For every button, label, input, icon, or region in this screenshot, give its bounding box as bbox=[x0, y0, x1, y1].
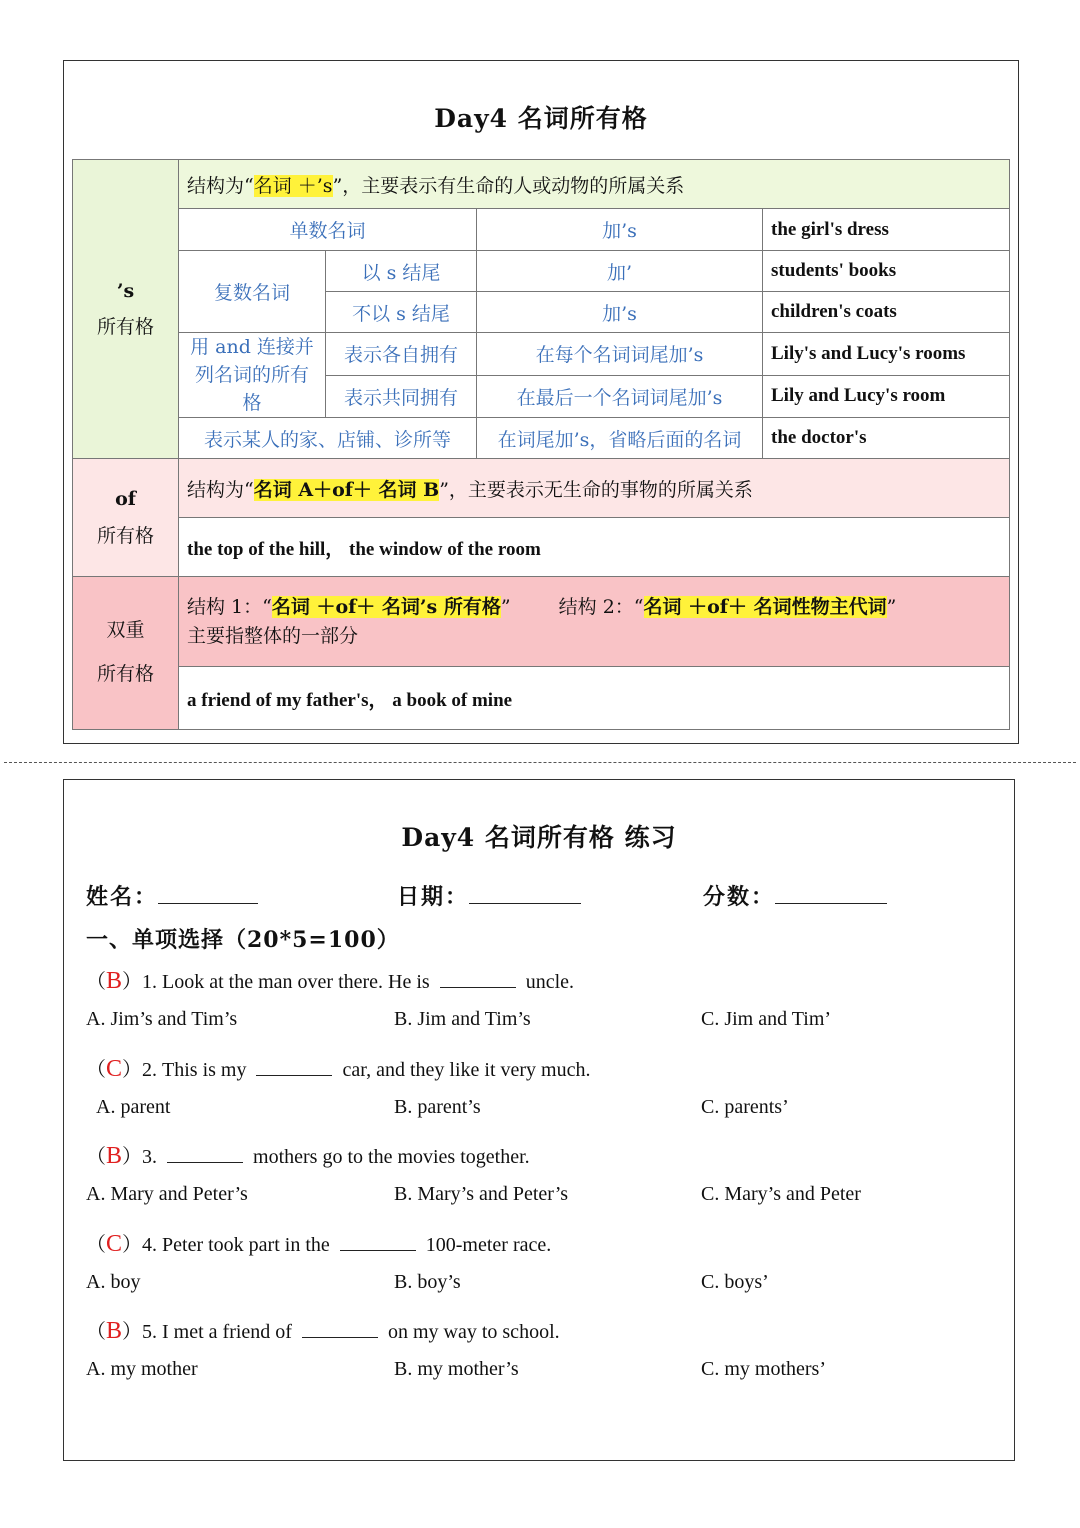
question-text-end: uncle. bbox=[525, 971, 575, 993]
row-rule: 加’s bbox=[477, 292, 763, 333]
row-example: children's coats bbox=[763, 292, 1010, 333]
table-row bbox=[73, 333, 1010, 376]
answer-blank[interactable] bbox=[340, 1234, 416, 1251]
row-sublabel: 以 s 结尾 bbox=[326, 251, 477, 292]
double-example: a friend of my father's， a book of mine bbox=[179, 667, 1010, 730]
question-text-end: on my way to school. bbox=[387, 1321, 560, 1343]
row-rule: 加’ bbox=[477, 251, 763, 292]
option-b[interactable]: B. Mary’s and Peter’s bbox=[394, 1183, 569, 1205]
option-b[interactable]: B. my mother’s bbox=[394, 1358, 519, 1380]
table-row bbox=[73, 418, 1010, 459]
option-a[interactable]: A. my mother bbox=[86, 1358, 198, 1380]
name-blank[interactable] bbox=[158, 885, 258, 904]
table-row bbox=[73, 209, 1010, 251]
highlight: 名词 ＋of＋ 名词’s 所有格 bbox=[271, 595, 501, 618]
sheet-title: Day4 名词所有格 练习 bbox=[401, 823, 677, 852]
table-row bbox=[73, 251, 1010, 292]
question-text-end: 100-meter race. bbox=[425, 1234, 552, 1256]
highlight: 名词 A＋of＋ 名词 B bbox=[253, 478, 440, 501]
answer-mark: B bbox=[106, 1318, 123, 1344]
date-field: 日期： bbox=[397, 880, 581, 911]
option-a[interactable]: A. Jim’s and Tim’s bbox=[86, 1008, 238, 1030]
table-row bbox=[73, 518, 1010, 577]
answer-blank[interactable] bbox=[256, 1059, 332, 1076]
question-text: 3. bbox=[142, 1146, 158, 1168]
option-a[interactable]: A. Mary and Peter’s bbox=[86, 1183, 248, 1205]
row-rule: 加’s bbox=[477, 209, 763, 251]
option-c[interactable]: C. boys’ bbox=[701, 1271, 769, 1293]
row-label: 单数名词 bbox=[179, 209, 477, 251]
option-b[interactable]: B. boy’s bbox=[394, 1271, 461, 1293]
row-sublabel: 不以 s 结尾 bbox=[326, 292, 477, 333]
answer-mark: B bbox=[106, 968, 123, 994]
row-label: 用 and 连接并列名词的所有格 bbox=[179, 333, 326, 418]
row-sublabel: 表示共同拥有 bbox=[326, 375, 477, 418]
sheet-title: Day4 名词所有格 bbox=[434, 104, 648, 133]
double-structure: 结构 1：“名词 ＋of＋ 名词’s 所有格” 结构 2：“名词 ＋of＋ 名词性物主代词” 主要指整体的一部分 bbox=[179, 577, 1010, 667]
answer-mark: B bbox=[106, 1143, 123, 1169]
answer-blank[interactable] bbox=[440, 971, 516, 988]
option-c[interactable]: C. Mary’s and Peter bbox=[701, 1183, 861, 1205]
dashed-divider bbox=[4, 762, 1076, 763]
row-example: Lily and Lucy's room bbox=[763, 375, 1010, 418]
question-3: （B）3. mothers go to the movies together. bbox=[86, 1143, 530, 1169]
row-rule: 在每个名词词尾加’s bbox=[477, 333, 763, 376]
option-a[interactable]: A. parent bbox=[96, 1096, 171, 1118]
answer-mark: C bbox=[106, 1056, 123, 1082]
option-b[interactable]: B. Jim and Tim’s bbox=[394, 1008, 531, 1030]
highlight: 名词 ＋’s bbox=[253, 174, 333, 197]
name-field: 姓名： bbox=[86, 880, 258, 911]
option-a[interactable]: A. boy bbox=[86, 1271, 141, 1293]
option-c[interactable]: C. Jim and Tim’ bbox=[701, 1008, 832, 1030]
row-example: students' books bbox=[763, 251, 1010, 292]
row-rule: 在最后一个名词词尾加’s bbox=[477, 375, 763, 418]
answer-blank[interactable] bbox=[167, 1146, 243, 1163]
table-row bbox=[73, 577, 1010, 667]
date-blank[interactable] bbox=[469, 885, 581, 904]
highlight: 名词 ＋of＋ 名词性物主代词 bbox=[643, 595, 887, 618]
question-text: 4. Peter took part in the bbox=[142, 1234, 330, 1256]
double-note: 主要指整体的一部分 bbox=[187, 624, 359, 647]
row-example: the doctor's bbox=[763, 418, 1010, 459]
question-5: （B）5. I met a friend of on my way to school. bbox=[86, 1318, 560, 1344]
question-text: 5. I met a friend of bbox=[142, 1321, 292, 1343]
question-text: 2. This is my bbox=[142, 1059, 247, 1081]
grammar-sheet bbox=[63, 60, 1019, 744]
question-text-end: mothers go to the movies together. bbox=[253, 1146, 530, 1168]
of-example: the top of the hill， the window of the room bbox=[179, 518, 1010, 577]
of-structure: 结构为“名词 A＋of＋ 名词 B”，主要表示无生命的事物的所属关系 bbox=[179, 459, 1010, 518]
s-structure: 结构为“名词 ＋’s”，主要表示有生命的人或动物的所属关系 bbox=[179, 160, 1010, 209]
section-heading: 一、单项选择（20*5=100） bbox=[86, 927, 400, 953]
row-example: the girl's dress bbox=[763, 209, 1010, 251]
answer-mark: C bbox=[106, 1231, 123, 1257]
row-label: 复数名词 bbox=[179, 251, 326, 333]
table-row bbox=[73, 667, 1010, 730]
question-1: （B）1. Look at the man over there. He is uncle. bbox=[86, 968, 575, 994]
possessive-table bbox=[72, 159, 1010, 730]
row-label: 表示某人的家、店铺、诊所等 bbox=[179, 418, 477, 459]
table-row bbox=[73, 459, 1010, 518]
answer-blank[interactable] bbox=[302, 1321, 378, 1338]
option-b[interactable]: B. parent’s bbox=[394, 1096, 481, 1118]
option-c[interactable]: C. parents’ bbox=[701, 1096, 789, 1118]
score-blank[interactable] bbox=[775, 885, 887, 904]
category-double-possessive: 双重 所有格 bbox=[73, 577, 179, 730]
question-text: 1. Look at the man over there. He is bbox=[142, 971, 430, 993]
score-field: 分数： bbox=[703, 880, 887, 911]
row-sublabel: 表示各自拥有 bbox=[326, 333, 477, 376]
question-4: （C）4. Peter took part in the 100-meter race. bbox=[86, 1231, 552, 1257]
row-rule: 在词尾加’s，省略后面的名词 bbox=[477, 418, 763, 459]
category-s-possessive: ’s 所有格 bbox=[73, 160, 179, 459]
exercise-sheet bbox=[63, 779, 1015, 1461]
table-row bbox=[73, 160, 1010, 209]
row-example: Lily's and Lucy's rooms bbox=[763, 333, 1010, 376]
category-of-possessive: of 所有格 bbox=[73, 459, 179, 577]
question-text-end: car, and they like it very much. bbox=[342, 1059, 591, 1081]
question-2: （C）2. This is my car, and they like it very much. bbox=[86, 1056, 591, 1082]
option-c[interactable]: C. my mothers’ bbox=[701, 1358, 826, 1380]
